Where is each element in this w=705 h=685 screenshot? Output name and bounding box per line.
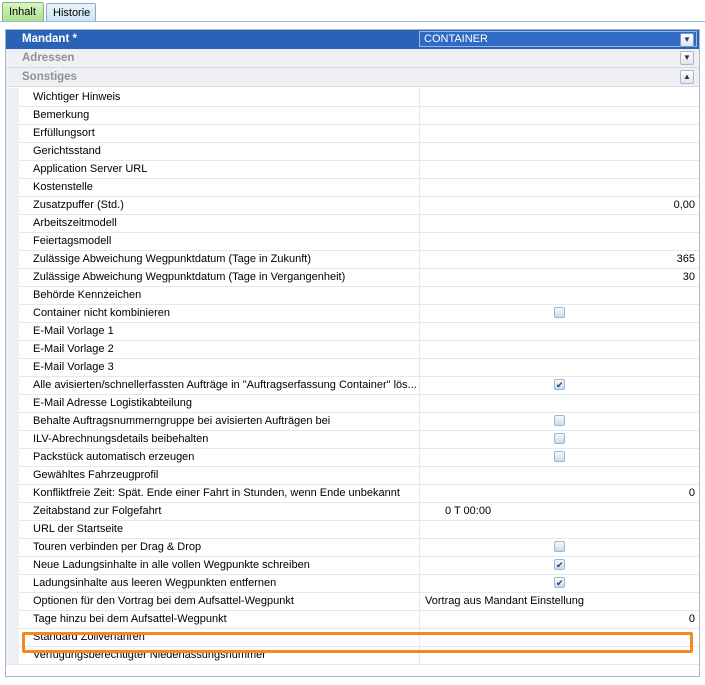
column-separator — [419, 574, 420, 592]
row-gutter — [6, 502, 19, 520]
category-adressen[interactable] — [6, 49, 699, 68]
row-gutter — [6, 376, 19, 394]
property-checkbox[interactable] — [554, 451, 565, 462]
property-name: Tage hinzu bei dem Aufsattel-Wegpunkt — [33, 613, 227, 625]
property-name: Zulässige Abweichung Wegpunktdatum (Tage in Vergangenheit) — [33, 271, 346, 283]
property-name: ILV-Abrechnungsdetails beibehalten — [33, 433, 209, 445]
property-name: Behalte Auftragsnummerngruppe bei avisierten Aufträgen bei — [33, 415, 331, 427]
property-checkbox[interactable] — [554, 307, 565, 318]
property-name: Neue Ladungsinhalte in alle vollen Wegpunkte schreiben — [33, 559, 310, 571]
property-name: E-Mail Vorlage 3 — [33, 361, 114, 373]
property-name: Arbeitszeitmodell — [33, 217, 117, 229]
mandant-row[interactable] — [6, 30, 699, 49]
row-gutter — [6, 340, 19, 358]
column-separator — [419, 376, 420, 394]
column-separator — [419, 466, 420, 484]
property-name: Feiertagsmodell — [33, 235, 112, 247]
tab-divider — [0, 21, 705, 22]
property-name: Wichtiger Hinweis — [33, 91, 121, 103]
property-row[interactable] — [6, 124, 699, 143]
tab-strip — [0, 0, 705, 22]
property-row[interactable] — [6, 574, 699, 593]
mandant-value: CONTAINER — [424, 33, 488, 45]
property-row[interactable] — [6, 484, 699, 503]
row-gutter — [6, 232, 19, 250]
property-name: E-Mail Vorlage 1 — [33, 325, 114, 337]
property-grid — [5, 29, 700, 677]
property-name: Packstück automatisch erzeugen — [33, 451, 195, 463]
column-separator — [419, 304, 420, 322]
column-separator — [419, 322, 420, 340]
row-gutter — [6, 430, 19, 448]
property-row[interactable] — [6, 196, 699, 215]
column-separator — [419, 592, 420, 610]
property-row[interactable] — [6, 412, 699, 431]
tab-inhalt[interactable]: Inhalt — [2, 2, 44, 21]
row-gutter — [6, 610, 19, 628]
property-row[interactable] — [6, 304, 699, 323]
category-label: Adressen — [22, 52, 75, 64]
row-gutter — [6, 394, 19, 412]
column-separator — [419, 124, 420, 142]
row-gutter — [6, 448, 19, 466]
row-gutter — [6, 250, 19, 268]
property-value[interactable]: 0 — [688, 613, 695, 625]
row-gutter — [6, 304, 19, 322]
property-name: Kostenstelle — [33, 181, 93, 193]
category-label: Sonstiges — [22, 71, 77, 83]
column-separator — [419, 106, 420, 124]
property-value[interactable]: 365 — [676, 253, 695, 265]
property-name: Gerichtsstand — [33, 145, 101, 157]
property-name: Optionen für den Vortrag bei dem Aufsattel-Wegpunkt — [33, 595, 294, 607]
property-row[interactable] — [6, 88, 699, 107]
column-separator — [419, 556, 420, 574]
mandant-label: Mandant * — [22, 33, 77, 45]
property-checkbox[interactable] — [554, 379, 565, 390]
column-separator — [419, 538, 420, 556]
row-gutter — [6, 466, 19, 484]
property-row[interactable] — [6, 466, 699, 485]
row-gutter — [6, 106, 19, 124]
property-checkbox[interactable] — [554, 577, 565, 588]
mandant-select[interactable] — [419, 31, 697, 47]
property-checkbox[interactable] — [554, 559, 565, 570]
column-separator — [419, 520, 420, 538]
property-row[interactable] — [6, 106, 699, 125]
row-gutter — [6, 358, 19, 376]
row-gutter — [6, 484, 19, 502]
column-separator — [419, 250, 420, 268]
property-row[interactable] — [6, 322, 699, 341]
column-separator — [419, 448, 420, 466]
property-row[interactable] — [6, 376, 699, 395]
property-row[interactable] — [6, 250, 699, 269]
property-row[interactable] — [6, 358, 699, 377]
property-name: URL der Startseite — [33, 523, 124, 535]
column-separator — [419, 610, 420, 628]
property-checkbox[interactable] — [554, 433, 565, 444]
column-separator — [419, 430, 420, 448]
property-name: Verfügungsberechtigter Niederlassungsnummer — [33, 649, 266, 661]
property-name: Container nicht kombinieren — [33, 307, 170, 319]
property-row[interactable] — [6, 268, 699, 287]
collapse-icon[interactable]: ▲ — [680, 70, 694, 84]
row-gutter — [6, 592, 19, 610]
property-name: Alle avisierten/schnellerfassten Aufträge in "Auftragserfassung Container" lös... — [33, 379, 417, 391]
property-row[interactable] — [6, 520, 699, 539]
property-row[interactable] — [6, 160, 699, 179]
property-checkbox[interactable] — [554, 415, 565, 426]
row-gutter — [6, 538, 19, 556]
column-separator — [419, 232, 420, 250]
row-gutter — [6, 160, 19, 178]
row-gutter — [6, 142, 19, 160]
property-value[interactable]: 30 — [682, 271, 695, 283]
property-name: Zulässige Abweichung Wegpunktdatum (Tage in Zukunft) — [33, 253, 312, 265]
property-row[interactable] — [6, 448, 699, 467]
property-row[interactable] — [6, 178, 699, 197]
column-separator — [419, 412, 420, 430]
row-gutter — [6, 268, 19, 286]
column-separator — [419, 502, 420, 520]
row-gutter — [6, 628, 19, 646]
property-name: Application Server URL — [33, 163, 148, 175]
property-row[interactable] — [6, 556, 699, 575]
tab-historie[interactable]: Historie — [46, 3, 96, 21]
property-row[interactable] — [6, 610, 699, 629]
property-name: Zeitabstand zur Folgefahrt — [33, 505, 162, 517]
property-name: Ladungsinhalte aus leeren Wegpunkten entfernen — [33, 577, 277, 589]
column-separator — [419, 178, 420, 196]
property-row[interactable] — [6, 340, 699, 359]
row-gutter — [6, 196, 19, 214]
property-checkbox[interactable] — [554, 541, 565, 552]
property-name: E-Mail Vorlage 2 — [33, 343, 114, 355]
row-gutter — [6, 178, 19, 196]
column-separator — [419, 196, 420, 214]
row-gutter — [6, 214, 19, 232]
column-separator — [419, 394, 420, 412]
property-row[interactable] — [6, 394, 699, 413]
property-row[interactable] — [6, 286, 699, 305]
property-row[interactable] — [6, 592, 699, 611]
column-separator — [419, 484, 420, 502]
column-separator — [419, 88, 420, 106]
column-separator — [419, 358, 420, 376]
highlight-standard-zollverfahren — [22, 632, 693, 653]
column-separator — [419, 160, 420, 178]
property-name: Touren verbinden per Drag & Drop — [33, 541, 202, 553]
property-value[interactable]: 0,00 — [673, 199, 695, 211]
property-row[interactable] — [6, 214, 699, 233]
property-row[interactable] — [6, 502, 699, 521]
row-gutter — [6, 412, 19, 430]
row-gutter — [6, 88, 19, 106]
row-gutter — [6, 520, 19, 538]
row-gutter — [6, 322, 19, 340]
property-row[interactable] — [6, 430, 699, 449]
property-row[interactable] — [6, 142, 699, 161]
expand-icon[interactable]: ▼ — [680, 51, 694, 65]
row-gutter — [6, 124, 19, 142]
property-row[interactable] — [6, 232, 699, 251]
property-value[interactable]: 0 T 00:00 — [445, 505, 492, 517]
property-name: E-Mail Adresse Logistikabteilung — [33, 397, 192, 409]
property-name: Erfüllungsort — [33, 127, 95, 139]
row-gutter — [6, 646, 19, 664]
property-name: Gewähltes Fahrzeugprofil — [33, 469, 159, 481]
property-row[interactable] — [6, 538, 699, 557]
chevron-down-icon[interactable]: ▼ — [680, 33, 694, 47]
property-value[interactable]: 0 — [688, 487, 695, 499]
property-name: Standard Zollverfahren — [33, 631, 145, 643]
property-name: Behörde Kennzeichen — [33, 289, 142, 301]
column-separator — [419, 214, 420, 232]
property-name: Zusatzpuffer (Std.) — [33, 199, 124, 211]
property-name: Bemerkung — [33, 109, 90, 121]
column-separator — [419, 286, 420, 304]
row-gutter — [6, 556, 19, 574]
row-gutter — [6, 574, 19, 592]
property-value[interactable]: Vortrag aus Mandant Einstellung — [425, 595, 584, 607]
category-sonstiges[interactable] — [6, 68, 699, 87]
property-name: Konfliktfreie Zeit: Spät. Ende einer Fahrt in Stunden, wenn Ende unbekannt — [33, 487, 400, 499]
column-separator — [419, 268, 420, 286]
row-gutter — [6, 286, 19, 304]
column-separator — [419, 142, 420, 160]
column-separator — [419, 340, 420, 358]
